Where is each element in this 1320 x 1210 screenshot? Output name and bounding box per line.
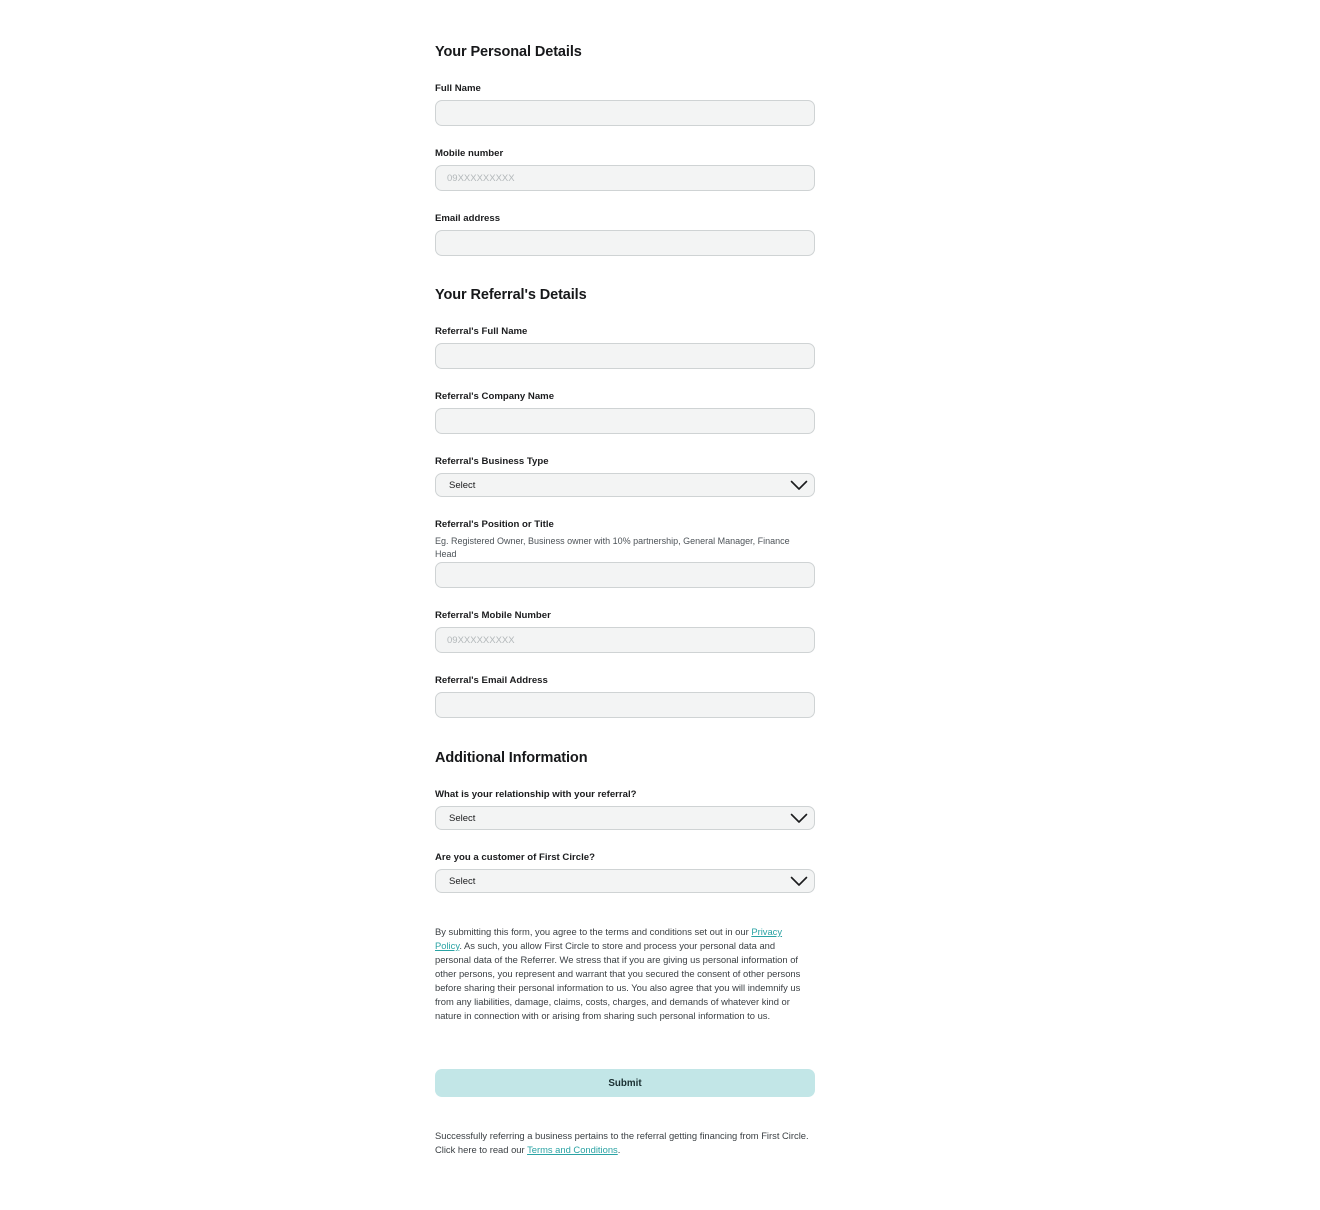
referral-position-input[interactable] xyxy=(435,562,815,588)
referral-business-type-label: Referral's Business Type xyxy=(435,456,549,467)
terms-text-end: . xyxy=(617,1144,621,1155)
customer-value: Select xyxy=(449,875,476,887)
referral-position-hint: Eg. Registered Owner, Business owner with 10% partnership, General Manager, Finance Head xyxy=(435,536,790,559)
referral-company-input[interactable] xyxy=(435,408,815,434)
referral-email-input[interactable] xyxy=(435,692,815,718)
consent-notice xyxy=(435,925,809,1023)
chevron-down-icon xyxy=(790,875,808,887)
referral-business-type-select[interactable] xyxy=(435,473,815,497)
relationship-value: Select xyxy=(449,812,476,824)
terms-and-conditions-link[interactable]: Terms and Conditions xyxy=(527,1144,618,1155)
personal-details-heading: Your Personal Details xyxy=(435,44,582,60)
customer-label: Are you a customer of First Circle? xyxy=(435,852,595,863)
chevron-down-icon xyxy=(790,812,808,824)
referral-details-heading: Your Referral's Details xyxy=(435,287,587,303)
referral-business-type-value: Select xyxy=(449,479,476,491)
customer-select[interactable] xyxy=(435,869,815,893)
terms-notice xyxy=(435,1129,809,1157)
referral-email-label: Referral's Email Address xyxy=(435,675,548,686)
referral-company-label: Referral's Company Name xyxy=(435,391,555,402)
relationship-select[interactable] xyxy=(435,806,815,830)
submit-button[interactable]: Submit xyxy=(435,1069,815,1097)
mobile-number-label: Mobile number xyxy=(435,148,504,159)
full-name-label: Full Name xyxy=(435,83,481,94)
mobile-number-input[interactable] xyxy=(435,165,815,191)
referral-mobile-label: Referral's Mobile Number xyxy=(435,610,551,621)
referral-full-name-label: Referral's Full Name xyxy=(435,326,528,337)
additional-info-heading: Additional Information xyxy=(435,750,588,766)
email-address-label: Email address xyxy=(435,213,501,224)
referral-full-name-input[interactable] xyxy=(435,343,815,369)
privacy-policy-link[interactable]: Privacy Policy xyxy=(435,926,783,951)
relationship-label: What is your relationship with your referral? xyxy=(435,789,637,800)
referral-mobile-input[interactable] xyxy=(435,627,815,653)
email-address-input[interactable] xyxy=(435,230,815,256)
terms-text-start: Successfully referring a business pertains to the referral getting financing from First Circle. Click here to read our xyxy=(435,1130,809,1155)
consent-text-start: By submitting this form, you agree to the terms and conditions set out in our xyxy=(435,926,752,937)
full-name-input[interactable] xyxy=(435,100,815,126)
chevron-down-icon xyxy=(790,479,808,491)
referral-position-label: Referral's Position or Title xyxy=(435,519,554,530)
consent-text-end: . As such, you allow First Circle to store and process your personal data and personal data of the Referrer. We stress that if you are giving us personal information of other persons, you represent and warrant that you secured the consent of other persons before sharing their personal information to us. You also agree that you will indemnify us from any liabilities, damage, claims, costs, charges, and demands of whatever kind or nature in connection with or arising from sharing such personal information to us. xyxy=(435,940,801,1021)
